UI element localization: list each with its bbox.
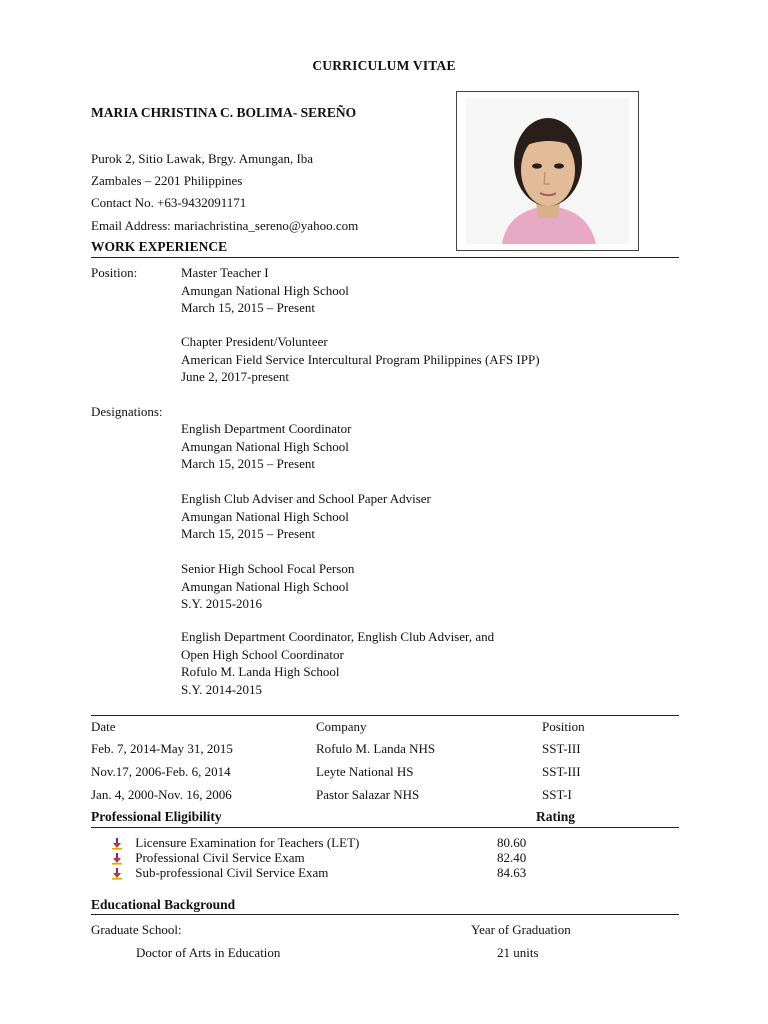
position-date: June 2, 2017-present [181,369,289,384]
table-top-rule [91,715,679,716]
designation-date: S.Y. 2015-2016 [181,596,263,611]
address-line-1: Purok 2, Sitio Lawak, Brgy. Amungan, Iba [91,151,314,166]
designation-school: Rofulo M. Landa High School [181,664,340,679]
table-cell-company: Leyte National HS [316,764,414,779]
address-line-2: Zambales – 2201 Philippines [91,173,243,188]
eligibility-list [112,835,359,880]
position-entry [181,333,540,386]
eligibility-heading: Professional Eligibility [91,809,222,824]
rating-heading: Rating [536,809,576,824]
arrow-bullet-icon [112,838,122,850]
table-cell-date: Feb. 7, 2014-May 31, 2015 [91,741,233,756]
arrow-bullet-icon [112,853,122,865]
document-title: CURRICULUM VITAE [312,58,456,73]
table-cell-position: SST-III [542,764,581,779]
designation-entry [181,560,354,613]
portrait-icon [466,98,629,244]
designation-title: English Department Coordinator, English Club Adviser, and [181,629,495,644]
position-title: Master Teacher I [181,265,269,280]
designation-date: March 15, 2015 – Present [181,526,315,541]
arrow-bullet-icon [112,868,122,880]
degree-units: 21 units [497,945,539,960]
designation-date: S.Y. 2014-2015 [181,681,263,697]
email-address: Email Address: mariachristina_sereno@yahoo.com [91,218,359,233]
designation-school: Amungan National High School [181,438,349,454]
designation-title-cont: Open High School Coordinator [181,646,344,662]
position-company: American Field Service Intercultural Program Philippines (AFS IPP) [181,351,540,367]
designation-school: Amungan National High School [181,508,349,524]
rating-column [497,835,526,880]
designation-entry [181,490,431,543]
position-label: Position: [91,265,138,280]
table-header-date: Date [91,719,116,734]
designation-title: English Department Coordinator [181,421,352,436]
eligibility-rating: 84.63 [497,865,527,880]
eligibility-name: Licensure Examination for Teachers (LET) [135,835,360,850]
table-cell-company: Pastor Salazar NHS [316,787,420,802]
table-cell-position: SST-III [542,741,581,756]
eligibility-rule [91,827,679,828]
education-heading: Educational Background [91,897,236,912]
table-cell-date: Nov.17, 2006-Feb. 6, 2014 [91,764,231,779]
eligibility-rating: 82.40 [497,850,527,865]
list-item [112,865,359,880]
table-header-position: Position [542,719,585,734]
degree-name: Doctor of Arts in Education [136,945,281,960]
designation-title: English Club Adviser and School Paper Adviser [181,491,431,506]
position-title: Chapter President/Volunteer [181,334,328,349]
table-cell-date: Jan. 4, 2000-Nov. 16, 2006 [91,787,232,802]
designation-school: Amungan National High School [181,578,349,594]
work-experience-heading: WORK EXPERIENCE [91,239,228,254]
position-company: Amungan National High School [181,282,349,298]
eligibility-rating: 80.60 [497,835,527,850]
designation-title: Senior High School Focal Person [181,561,355,576]
list-item [112,850,359,865]
contact-number: Contact No. +63-9432091171 [91,195,247,210]
graduate-school-label: Graduate School: [91,922,182,937]
education-rule [91,914,679,915]
table-cell-position: SST-I [542,787,572,802]
table-cell-company: Rofulo M. Landa NHS [316,741,436,756]
eligibility-name: Professional Civil Service Exam [135,850,305,866]
designation-entry [181,420,351,473]
eligibility-name: Sub-professional Civil Service Exam [135,865,329,881]
designation-entry [181,628,494,698]
designations-label: Designations: [91,404,163,419]
year-of-graduation-label: Year of Graduation [471,922,571,937]
section-divider [91,257,679,258]
portrait-photo [456,91,639,251]
designation-date: March 15, 2015 – Present [181,456,315,471]
table-header-company: Company [316,719,367,734]
applicant-name: MARIA CHRISTINA C. BOLIMA- SEREÑO [91,105,357,120]
list-item [112,835,359,850]
position-entry [181,264,349,317]
position-date: March 15, 2015 – Present [181,300,315,315]
